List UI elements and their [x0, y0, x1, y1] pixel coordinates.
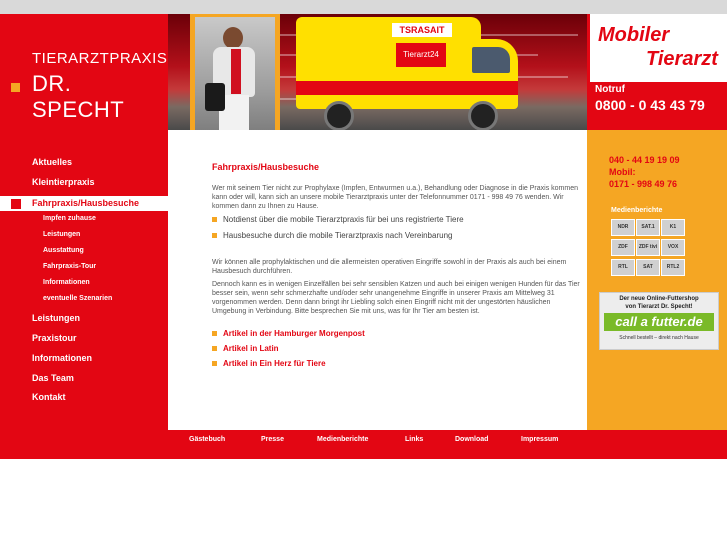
wheel-icon — [468, 101, 498, 130]
media-title: Medienberichte — [611, 207, 663, 214]
rtl2-logo[interactable]: RTL2 — [661, 259, 685, 276]
subnav-impfen[interactable]: Impfen zuhause — [43, 215, 96, 222]
nav-item-praxistour[interactable]: Praxistour — [32, 333, 77, 343]
nav-item-fahrpraxis[interactable] — [0, 196, 168, 211]
footer-right-block — [587, 430, 727, 459]
zdf-tivi-logo[interactable]: ZDF tivi — [636, 239, 660, 256]
mobiler-tierarzt-box — [587, 14, 727, 82]
nav-item-kleintierpraxis[interactable]: Kleintierpraxis — [32, 177, 95, 187]
bullet-text: Hausbesuche durch die mobile Tierarztpraxis nach Vereinbarung — [223, 231, 453, 240]
nav-item-kontakt[interactable]: Kontakt — [32, 392, 66, 402]
footer-link-gaestebuch[interactable]: Gästebuch — [189, 436, 226, 443]
kabel1-logo[interactable]: K1 — [661, 219, 685, 236]
paragraph-3: Dennoch kann es in wenigen Einzelfällen bei sehr sensiblen Katzen und auch bei einigen wenigen Hunden für das Tier besser sein, wenn sehr schmerzhafte und/oder sehr unangenehme Eingriffe in unserer Praxis am Mittelweg 31 vorgenommen werden. Denn dann bringt ihr Liebling solch einen Eingriff nicht mit der ungestörten häuslichen Umgebung in Verbindung. Bitte besprechen Sie mit uns, was für Ihr Tier am besten ist. — [212, 281, 580, 315]
ad-line1: Der neue Online-Futtershop — [619, 296, 699, 302]
intro-paragraph: Wer mit seinem Tier nicht zur Prophylaxe (Impfen, Entwurmen u.a.), Behandlung oder Diagnose in die Praxis kommen kann oder will, kann sich an unsere mobile Tierarztpraxis unter der Telefonnummer 0171 - 998 49 76 wenden. Wir kommen dann zu Ihnen zu Hause. — [212, 185, 578, 210]
nav-item-aktuelles[interactable]: Aktuelles — [32, 157, 73, 167]
subnav-szenarien[interactable]: eventuelle Szenarien — [43, 295, 113, 302]
zdf-logo[interactable]: ZDF — [611, 239, 635, 256]
notruf-label: Notruf — [595, 84, 625, 95]
active-square-icon — [11, 199, 21, 209]
bullet-square-icon — [212, 346, 217, 351]
bullet-square-icon — [212, 361, 217, 366]
sidebar-nav — [0, 130, 168, 459]
link-herz-fuer-tiere[interactable] — [212, 359, 326, 368]
main-content — [168, 130, 587, 430]
footer-nav — [168, 430, 587, 459]
subnav-informationen[interactable]: Informationen — [43, 279, 90, 286]
ad-brand: call a futter.de — [604, 313, 714, 331]
ambulance-van — [296, 17, 521, 127]
ndr-logo[interactable]: NDR — [611, 219, 635, 236]
futtershop-ad[interactable] — [599, 292, 719, 350]
footer-link-impressum[interactable]: Impressum — [521, 436, 559, 443]
van-stripe — [296, 81, 518, 95]
sat1-logo[interactable]: SAT.1 — [636, 219, 660, 236]
link-text: Artikel in Latin — [223, 344, 279, 353]
person-stripe — [231, 49, 241, 94]
rtl-logo[interactable]: RTL — [611, 259, 635, 276]
header-banner — [168, 14, 587, 130]
nav-item-informationen[interactable]: Informationen — [32, 353, 92, 363]
person-head — [223, 27, 243, 49]
footer-link-presse[interactable]: Presse — [261, 436, 284, 443]
logo-line1: TIERARZTPRAXIS — [32, 50, 168, 67]
link-latin[interactable] — [212, 344, 279, 353]
tierarzt-label: Tierarzt — [646, 48, 718, 70]
link-text: Artikel in der Hamburger Morgenpost — [223, 329, 365, 338]
wheel-icon — [324, 101, 354, 130]
notruf-box — [587, 82, 727, 130]
top-strip — [0, 0, 727, 14]
notruf-number[interactable]: 0800 - 0 43 43 79 — [595, 97, 705, 113]
phone-praxis[interactable]: 040 - 44 19 19 09 — [609, 155, 680, 165]
mobiler-label: Mobiler — [598, 24, 670, 46]
subnav-leistungen[interactable]: Leistungen — [43, 231, 81, 238]
right-sidebar — [587, 130, 727, 430]
site-logo[interactable] — [0, 14, 168, 130]
logo-line2: DR. SPECHT — [32, 71, 125, 122]
subnav-ausstattung[interactable]: Ausstattung — [43, 247, 84, 254]
page-title: Fahrpraxis/Hausbesuche — [212, 162, 320, 172]
ad-line2: von Tierarzt Dr. Specht! — [625, 304, 693, 310]
bullet-square-icon — [212, 217, 217, 222]
bag-icon — [205, 83, 225, 111]
footer-link-links[interactable]: Links — [405, 436, 424, 443]
mobil-label: Mobil: — [609, 167, 636, 177]
nav-item-label: Fahrpraxis/Hausbesuche — [32, 198, 140, 208]
nav-item-leistungen[interactable]: Leistungen — [32, 313, 81, 323]
van-logo: Tierarzt24 — [396, 43, 446, 67]
ad-tagline: Schnell bestellt – direkt nach Hause — [619, 335, 699, 341]
van-sign: TSRASAIT — [392, 23, 452, 37]
paragraph-2: Wir können alle prophylaktischen und die allermeisten operativen Eingriffe sowohl in der Praxis als auch bei einem Hausbesuch durchführen. — [212, 259, 567, 275]
link-text: Artikel in Ein Herz für Tiere — [223, 359, 326, 368]
phone-mobil[interactable]: 0171 - 998 49 76 — [609, 179, 678, 189]
bullet-item — [212, 215, 464, 224]
bullet-text: Notdienst über die mobile Tierarztpraxis für bei uns registrierte Tiere — [223, 215, 464, 224]
sat-logo[interactable]: SAT — [636, 259, 660, 276]
link-morgenpost[interactable] — [212, 329, 365, 338]
footer-link-medienberichte[interactable]: Medienberichte — [317, 436, 369, 443]
subnav-tour[interactable]: Fahrpraxis-Tour — [43, 263, 97, 270]
vet-photo — [190, 14, 280, 130]
bullet-item — [212, 231, 452, 240]
logo-square-icon — [11, 83, 20, 92]
vox-logo[interactable]: VOX — [661, 239, 685, 256]
nav-item-team[interactable]: Das Team — [32, 373, 74, 383]
footer-link-download[interactable]: Download — [455, 436, 489, 443]
bullet-square-icon — [212, 331, 217, 336]
bullet-square-icon — [212, 233, 217, 238]
van-window — [472, 47, 510, 73]
